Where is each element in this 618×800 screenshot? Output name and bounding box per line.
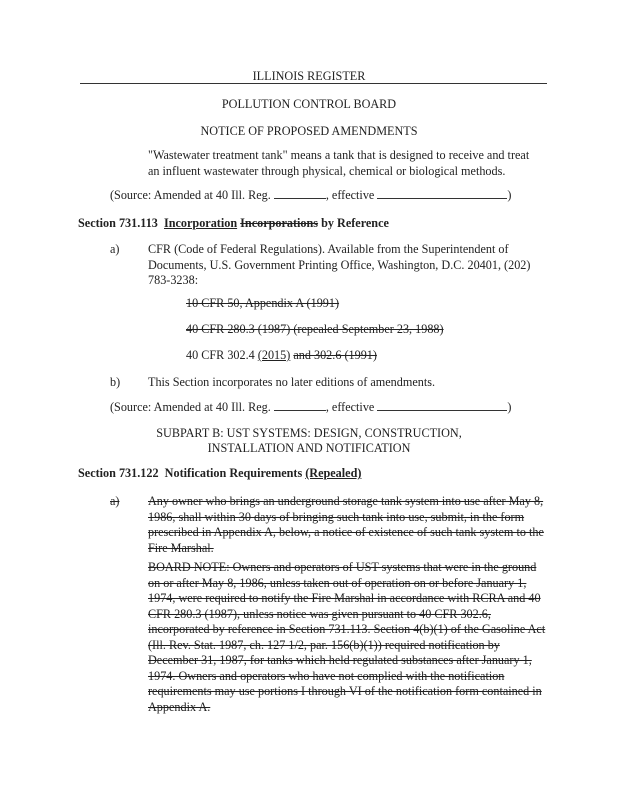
board-title: POLLUTION CONTROL BOARD (221, 97, 397, 111)
source-line-1 (110, 188, 511, 203)
inserted-text: Incorporation (164, 216, 238, 230)
heading-rest: by Reference (321, 216, 389, 230)
source-suffix: ) (507, 188, 512, 202)
subsection-a-label-122: a) (110, 494, 120, 508)
subsection-b-label: b) (110, 375, 121, 389)
source-prefix: (Source: Amended at 40 Ill. Reg. (110, 188, 271, 202)
cfr-item-3 (186, 348, 377, 363)
section-title: Notification Requirements (164, 466, 303, 480)
board-note: BOARD NOTE: Owners and operators of UST systems that were in the ground on or after May 8, 1986, unless taken out of operation on or before January 1, 1974, were required to notify the Fire Marshal in accordance with RCRA and 40 CFR 280.3 (1987), unless notice was given pursuant to 40 CFR 302.6, incorporated by reference in Section 731.113. Section 4(b)(1) of the Gasoline Act (Ill. Rev. Stat. 1987, ch. 127 1/2, par. 156(b)(1)) required notification by December 31, 1987, for tanks which held regulated substances after January 1, 1974. Owners and operators who have not complied with the notification requirements may use portions I through VI of the notification form contained in Appendix A. (148, 560, 546, 714)
cfr-item-2: 40 CFR 280.3 (1987) (repealed September 23, 1988) (186, 322, 444, 336)
subpart-line-1: SUBPART B: UST SYSTEMS: DESIGN, CONSTRUCTION, (156, 426, 462, 440)
source-effective: , effective (325, 400, 375, 414)
subsection-a-text: CFR (Code of Federal Regulations). Available from the Superintendent of Documents, U.S. Government Printing Office, Washington, D.C. 20401, (202) 783-3238: (148, 242, 531, 287)
item3-plain: 40 CFR 302.4 (186, 348, 255, 362)
item3-inserted: (2015) (257, 348, 291, 362)
source-line-2 (110, 400, 511, 415)
effective-blank (377, 188, 507, 199)
section-number: Section 731.113 (78, 216, 158, 230)
subsection-a-text-122: Any owner who brings an underground storage tank system into use after May 8, 1986, shall within 30 days of bringing such tank into use, submit, in the form prescribed in Appendix A, below, a notice of existence of such tank system to the Fire Marshal. (148, 494, 544, 555)
source-effective: , effective (325, 188, 375, 202)
source-suffix: ) (507, 400, 512, 414)
cfr-item-1: 10 CFR 50, Appendix A (1991) (186, 296, 340, 310)
inserted-text: (Repealed) (305, 466, 362, 480)
reg-blank (274, 188, 326, 199)
subsection-a-label: a) (110, 242, 120, 256)
subsection-b-text: This Section incorporates no later editions of amendments. (148, 375, 436, 389)
section-number: Section 731.122 (78, 466, 159, 480)
register-title: ILLINOIS REGISTER (252, 69, 366, 83)
definition-paragraph: "Wastewater treatment tank" means a tank that is designed to receive and treat an influent wastewater through physical, chemical or biological methods. (148, 148, 530, 178)
effective-blank (377, 400, 507, 411)
section-122-heading (78, 466, 361, 481)
notice-title: NOTICE OF PROPOSED AMENDMENTS (200, 124, 418, 138)
source-prefix: (Source: Amended at 40 Ill. Reg. (110, 400, 271, 414)
item3-deleted: and 302.6 (1991) (293, 348, 377, 362)
subpart-line-2: INSTALLATION AND NOTIFICATION (207, 441, 411, 455)
deleted-text: Incorporations (240, 216, 319, 230)
reg-blank (274, 400, 326, 411)
section-113-heading (78, 216, 389, 231)
